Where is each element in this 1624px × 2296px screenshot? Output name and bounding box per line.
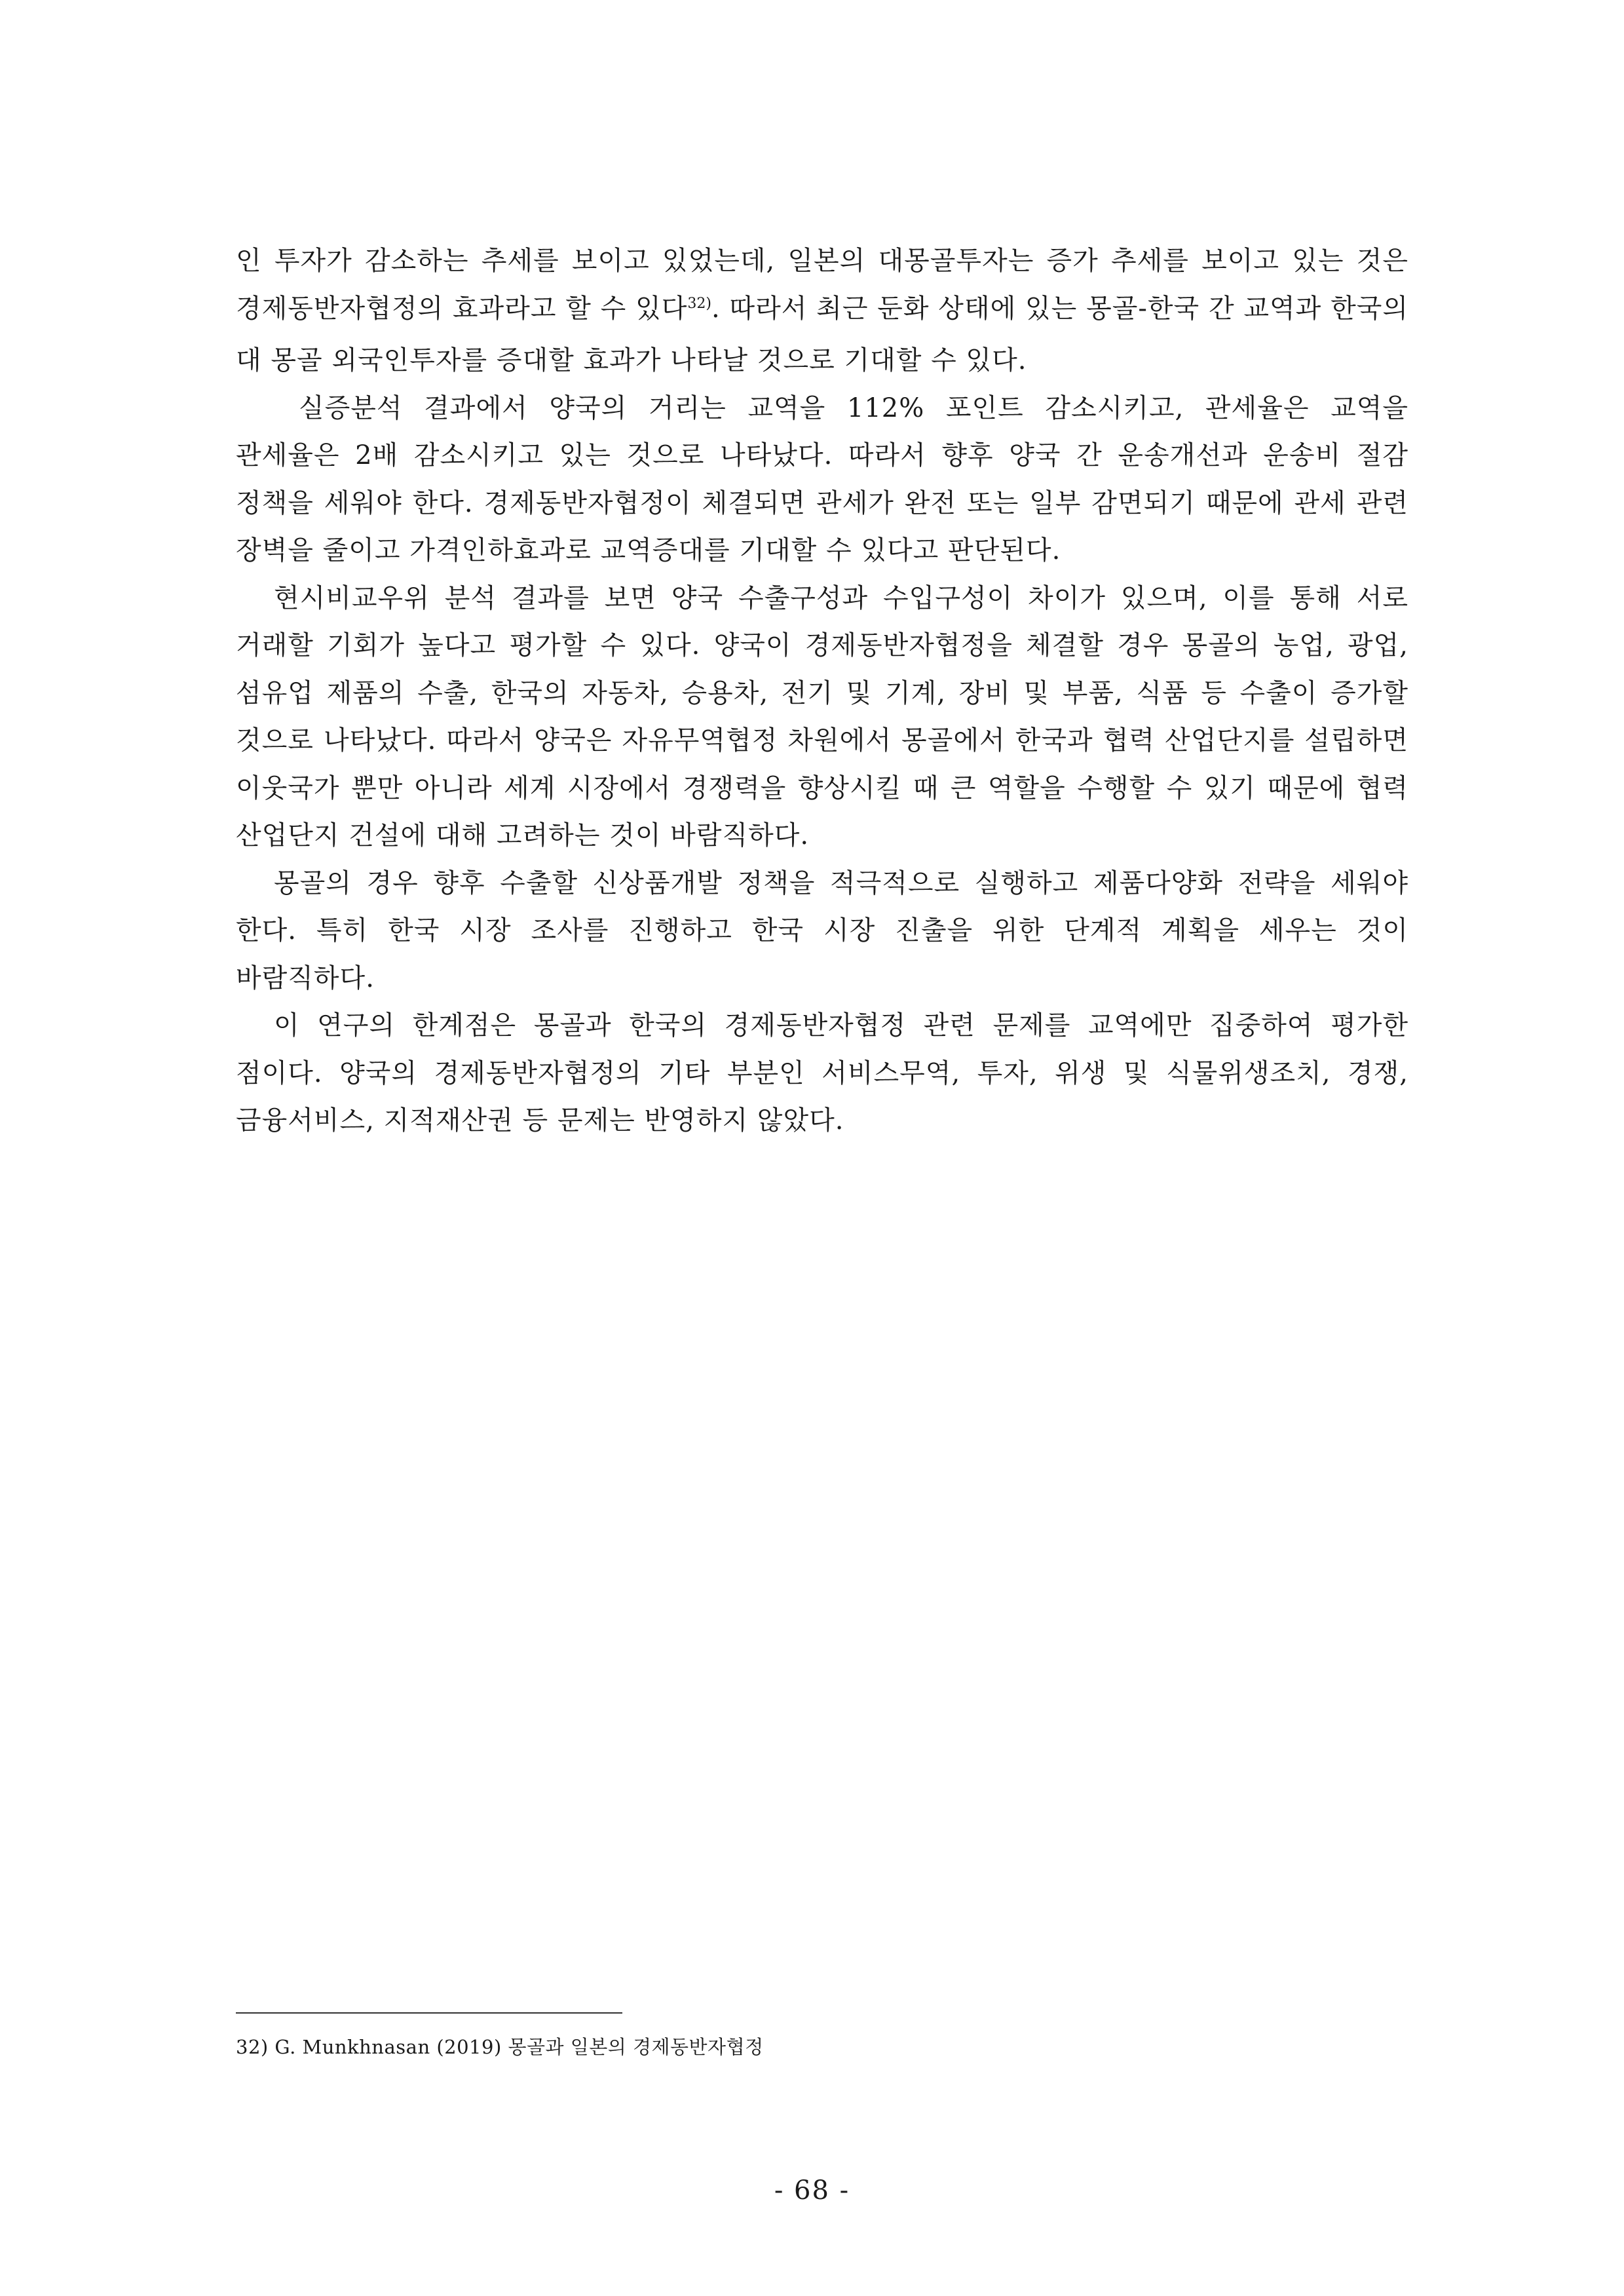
paragraph-5: 이 연구의 한계점은 몽골과 한국의 경제동반자협정 관련 문제를 교역에만 집중하여 평가한 점이다. 양국의 경제동반자협정의 기타 부분인 서비스무역, 투자, 위생 및 식물위생조치, 경쟁, 금융서비스, 지적재산권 등 문제는 반영하지 않았다. [236, 1010, 1408, 1136]
page-number: - 68 - [774, 2175, 850, 2206]
footnote-reference: 32) [687, 295, 711, 312]
footnote: 32) G. Munkhnasan (2019) 몽골과 일본의 경제동반자협정 [236, 2036, 764, 2058]
paragraph-3: 현시비교우위 분석 결과를 보면 양국 수출구성과 수입구성이 차이가 있으며, 이를 통해 서로 거래할 기회가 높다고 평가할 수 있다. 양국이 경제동반자협정을 체결할 경우 몽골의 농업, 광업, 섬유업 제품의 수출, 한국의 자동차, 승용차, 전기 및 기계, 장비 및 부품, 식품 등 수출이 증가할 것으로 나타났다. 따라서 양국은 자유무역협정 차원에서 몽골에서 한국과 협력 산업단지를 설립하면 이웃국가 뿐만 아니라 세계 시장에서 경쟁력을 향상시킬 때 큰 역할을 수행할 수 있기 때문에 협력 산업단지 건설에 대해 고려하는 것이 바람직하다. [236, 583, 1408, 851]
paragraph-1-text-continued: . 따라서 최근 둔화 상태에 있는 몽골-한국 간 교역과 한국의 대 몽골 외국인투자를 증대할 효과가 나타날 것으로 기대할 수 있다. [236, 293, 1408, 375]
paragraph-1-text: 인 투자가 감소하는 추세를 보이고 있었는데, 일본의 대몽골투자는 증가 추세를 보이고 있는 것은 경제동반자협정의 효과라고 할 수 있다 [236, 246, 1408, 324]
paragraph-4: 몽골의 경우 향후 수출할 신상품개발 정책을 적극적으로 실행하고 제품다양화 전략을 세워야 한다. 특히 한국 시장 조사를 진행하고 한국 시장 진출을 위한 단계적 계획을 세우는 것이 바람직하다. [236, 868, 1408, 993]
paragraph-1 [236, 237, 1408, 385]
body-text [236, 237, 1408, 1145]
footnote-divider [236, 2012, 622, 2014]
paragraph-2: 실증분석 결과에서 양국의 거리는 교역을 112% 포인트 감소시키고, 관세율은 교역을 관세율은 2배 감소시키고 있는 것으로 나타났다. 따라서 향후 양국 간 운송개선과 운송비 절감 정책을 세워야 한다. 경제동반자협정이 체결되면 관세가 완전 또는 일부 감면되기 때문에 관세 관련 장벽을 줄이고 가격인하효과로 교역증대를 기대할 수 있다고 판단된다. [236, 392, 1408, 565]
